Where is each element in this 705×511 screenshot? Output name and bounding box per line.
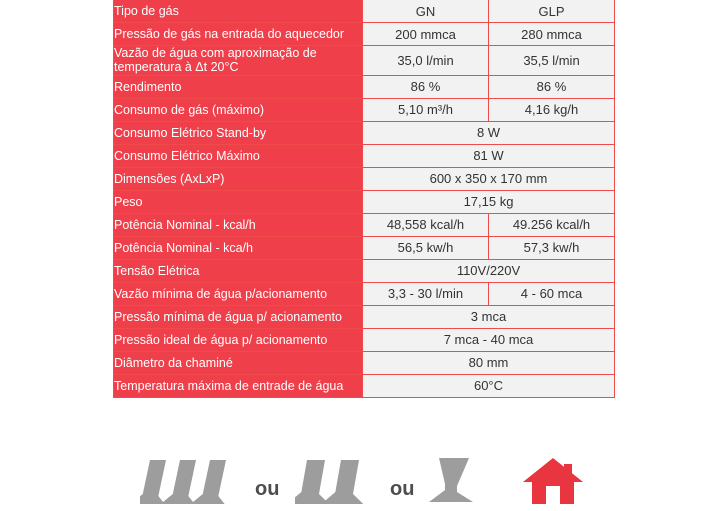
table-row bbox=[114, 167, 615, 190]
table-row bbox=[114, 0, 615, 23]
table-row bbox=[114, 259, 615, 282]
row-label: Consumo de gás (máximo) bbox=[114, 98, 363, 121]
row-label: Peso bbox=[114, 190, 363, 213]
row-value-both: 60°C bbox=[363, 374, 615, 397]
row-value-glp: 280 mmca bbox=[489, 23, 615, 46]
table-row bbox=[114, 282, 615, 305]
specifications-table bbox=[113, 0, 615, 398]
row-label: Dimensões (AxLxP) bbox=[114, 167, 363, 190]
row-label: Consumo Elétrico Máximo bbox=[114, 144, 363, 167]
row-label: Potência Nominal - kcal/h bbox=[114, 213, 363, 236]
row-label: Tensão Elétrica bbox=[114, 259, 363, 282]
separator-label-2: ou bbox=[390, 478, 415, 500]
row-label: Pressão ideal de água p/ acionamento bbox=[114, 328, 363, 351]
row-label: Tipo de gás bbox=[114, 0, 363, 23]
row-value-both: 8 W bbox=[363, 121, 615, 144]
row-value-both: 3 mca bbox=[363, 305, 615, 328]
table-row bbox=[114, 144, 615, 167]
table-row bbox=[114, 23, 615, 46]
row-label: Temperatura máxima de entrade de água bbox=[114, 374, 363, 397]
table-row bbox=[114, 236, 615, 259]
row-label: Diâmetro da chaminé bbox=[114, 351, 363, 374]
row-value-both: 80 mm bbox=[363, 351, 615, 374]
table-row bbox=[114, 351, 615, 374]
footer-icon-strip bbox=[0, 450, 705, 510]
row-value-gn: 48,558 kcal/h bbox=[363, 213, 489, 236]
separator-label-1: ou bbox=[255, 478, 280, 500]
row-value-gn: GN bbox=[363, 0, 489, 23]
row-value-both: 17,15 kg bbox=[363, 190, 615, 213]
row-value-both: 110V/220V bbox=[363, 259, 615, 282]
row-value-glp: 4 - 60 mca bbox=[489, 282, 615, 305]
row-value-gn: 86 % bbox=[363, 75, 489, 98]
row-value-glp: GLP bbox=[489, 0, 615, 23]
row-value-glp: 57,3 kw/h bbox=[489, 236, 615, 259]
row-value-gn: 3,3 - 30 l/min bbox=[363, 282, 489, 305]
row-value-glp: 35,5 l/min bbox=[489, 46, 615, 76]
table-row bbox=[114, 213, 615, 236]
table-row bbox=[114, 121, 615, 144]
one-fin-icon bbox=[425, 456, 495, 508]
two-fins-icon bbox=[295, 456, 375, 508]
two-fins-shape bbox=[295, 456, 375, 508]
table-row bbox=[114, 328, 615, 351]
three-fins-shape bbox=[140, 456, 240, 508]
table-body bbox=[114, 0, 615, 397]
row-label: Pressão mínima de água p/ acionamento bbox=[114, 305, 363, 328]
table-row bbox=[114, 305, 615, 328]
row-value-gn: 5,10 m³/h bbox=[363, 98, 489, 121]
row-value-both: 600 x 350 x 170 mm bbox=[363, 167, 615, 190]
table-row bbox=[114, 46, 615, 76]
one-fin-shape bbox=[425, 456, 495, 508]
row-label: Vazão de água com aproximação de temperatura à Δt 20°C bbox=[114, 46, 363, 76]
row-value-both: 7 mca - 40 mca bbox=[363, 328, 615, 351]
row-value-both: 81 W bbox=[363, 144, 615, 167]
row-value-gn: 200 mmca bbox=[363, 23, 489, 46]
row-value-glp: 49.256 kcal/h bbox=[489, 213, 615, 236]
table-row bbox=[114, 190, 615, 213]
three-fins-icon bbox=[140, 456, 240, 508]
table-row bbox=[114, 98, 615, 121]
row-label: Consumo Elétrico Stand-by bbox=[114, 121, 363, 144]
row-label: Pressão de gás na entrada do aquecedor bbox=[114, 23, 363, 46]
row-label: Rendimento bbox=[114, 75, 363, 98]
row-value-gn: 56,5 kw/h bbox=[363, 236, 489, 259]
row-value-gn: 35,0 l/min bbox=[363, 46, 489, 76]
row-value-glp: 4,16 kg/h bbox=[489, 98, 615, 121]
row-label: Potência Nominal - kca/h bbox=[114, 236, 363, 259]
house-shape bbox=[522, 456, 584, 506]
house-icon bbox=[522, 456, 584, 511]
row-label: Vazão mínima de água p/acionamento bbox=[114, 282, 363, 305]
table-row bbox=[114, 374, 615, 397]
table-row bbox=[114, 75, 615, 98]
row-value-glp: 86 % bbox=[489, 75, 615, 98]
